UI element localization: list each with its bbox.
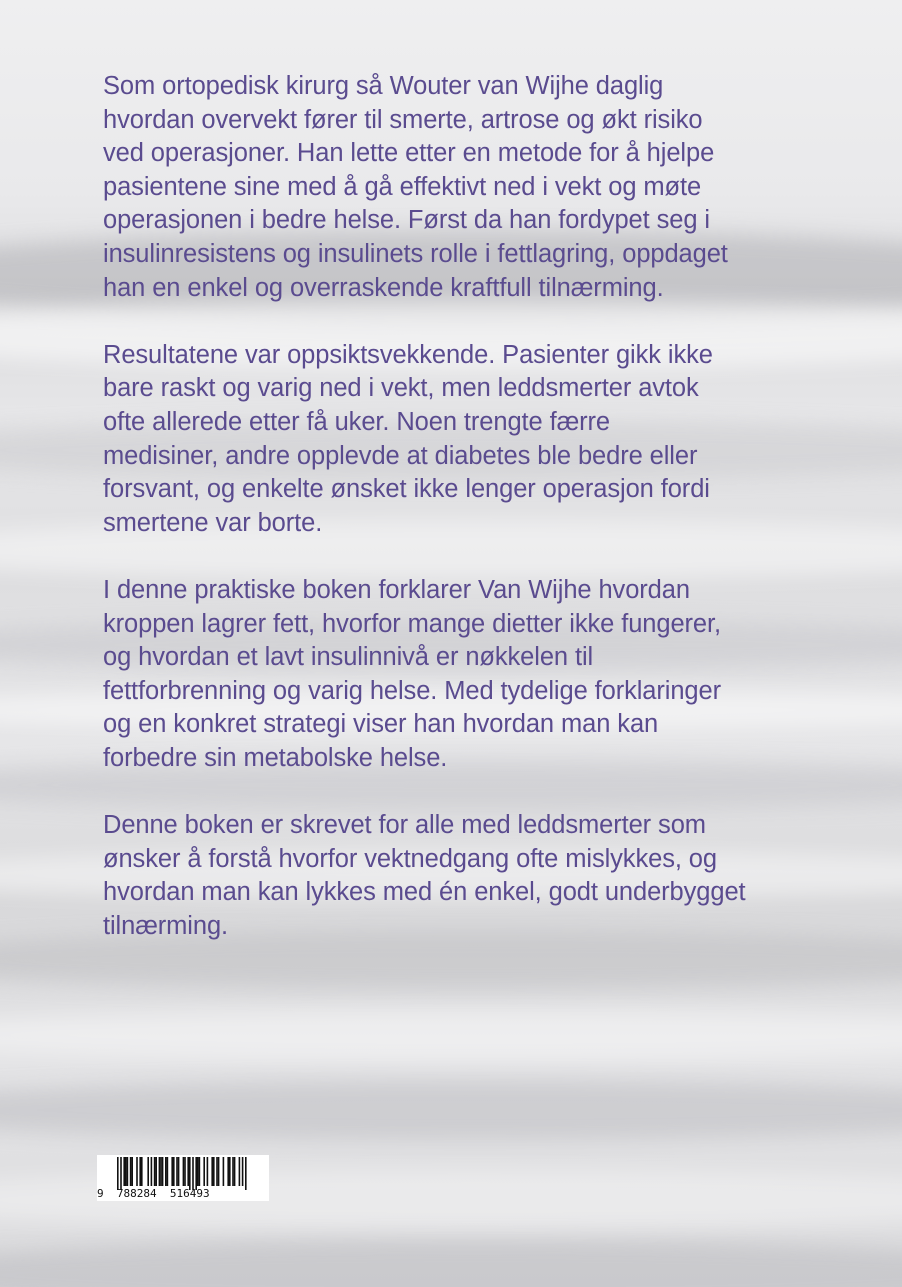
- barcode-bar: [162, 1157, 164, 1186]
- barcode-bar: [183, 1157, 185, 1186]
- background-wave: [0, 1080, 902, 1140]
- background-wave: [0, 1010, 902, 1060]
- barcode-bar: [242, 1157, 244, 1186]
- barcode-bar: [218, 1157, 220, 1186]
- barcode-bar: [151, 1157, 153, 1186]
- barcode-bar: [160, 1157, 162, 1186]
- barcode-bar: [123, 1157, 125, 1186]
- barcode-bar: [165, 1157, 167, 1186]
- barcode-bar: [187, 1157, 189, 1186]
- barcode-bar: [147, 1157, 149, 1186]
- barcode-bar: [120, 1157, 122, 1190]
- barcode-bar: [159, 1157, 161, 1186]
- barcode-bar: [173, 1157, 175, 1186]
- blurb-paragraph-1: Som ortopedisk kirurg så Wouter van Wijhe daglig hvordan overvekt fører til smerte, artrose og økt risiko ved operasjoner. Han lette etter en metode for å hjelpe pasientene sine med å gå effektivt ned i vekt og møte operasjonen i bedre helse. Først da han fordypet seg i insulinresistens og insulinets rolle i fettlagring, oppdaget han en enkel og overraskende kraftfull tilnærming.: [103, 72, 728, 302]
- barcode-bar: [207, 1157, 209, 1186]
- barcode-bar: [127, 1157, 129, 1186]
- background-wave: [0, 1240, 902, 1287]
- barcode-bar: [167, 1157, 169, 1186]
- barcode-bar: [136, 1157, 138, 1186]
- barcode-bar: [223, 1157, 225, 1186]
- barcode-bar: [239, 1157, 241, 1186]
- barcode-bar: [199, 1157, 201, 1186]
- barcode-bar: [229, 1157, 231, 1186]
- barcode-bar: [154, 1157, 156, 1186]
- barcode-bar: [176, 1157, 178, 1186]
- barcode-bar: [139, 1157, 141, 1186]
- barcode-bar: [189, 1157, 191, 1190]
- blurb-paragraph-4: Denne boken er skrevet for alle med leddsmerter som ønsker å forstå hvorfor vektnedgang ofte mislykkes, og hvordan man kan lykkes med én enkel, godt underbygget tilnærming.: [103, 811, 746, 940]
- barcode-bar: [211, 1157, 213, 1186]
- barcode-bar: [117, 1157, 119, 1190]
- barcode-bar: [155, 1157, 157, 1186]
- barcode-bar: [178, 1157, 180, 1186]
- barcode-bar: [171, 1157, 173, 1186]
- barcode-bar: [197, 1157, 199, 1186]
- barcode-bar: [227, 1157, 229, 1186]
- barcode-bar: [130, 1157, 132, 1186]
- barcode-bar: [141, 1157, 143, 1186]
- isbn-digits: 9 788284 516493: [97, 1187, 210, 1200]
- barcode-bar: [131, 1157, 133, 1186]
- barcode-bar: [195, 1157, 197, 1190]
- barcode-bar: [234, 1157, 236, 1186]
- barcode-bar: [203, 1157, 205, 1186]
- barcode-bar: [192, 1157, 194, 1190]
- barcode-bar: [232, 1157, 234, 1186]
- barcode-bar: [125, 1157, 127, 1186]
- blurb-paragraph-2: Resultatene var oppsiktsvekkende. Pasienter gikk ikke bare raskt og varig ned i vekt, men leddsmerter avtok ofte allerede etter få uker. Noen trengte færre medisiner, andre opplevde at diabetes ble bedre eller forsvant, og enkelte ønsket ikke lenger operasjon fordi smertene var borte.: [103, 340, 713, 537]
- blurb-paragraph-3: I denne praktiske boken forklarer Van Wijhe hvordan kroppen lagrer fett, hvorfor mange dietter ikke fungerer, og hvordan et lavt insulinnivå er nøkkelen til fettforbrenning og varig helse. Med tydelige forklaringer og en konkret strategi viser han hvordan man kan forbedre sin metabolske helse.: [103, 575, 721, 772]
- barcode-bar: [245, 1157, 247, 1190]
- isbn-barcode: [97, 1155, 269, 1201]
- barcode-bar: [213, 1157, 215, 1186]
- barcode-bar: [216, 1157, 218, 1186]
- back-cover-text: [103, 70, 803, 977]
- barcode-bar: [184, 1157, 186, 1186]
